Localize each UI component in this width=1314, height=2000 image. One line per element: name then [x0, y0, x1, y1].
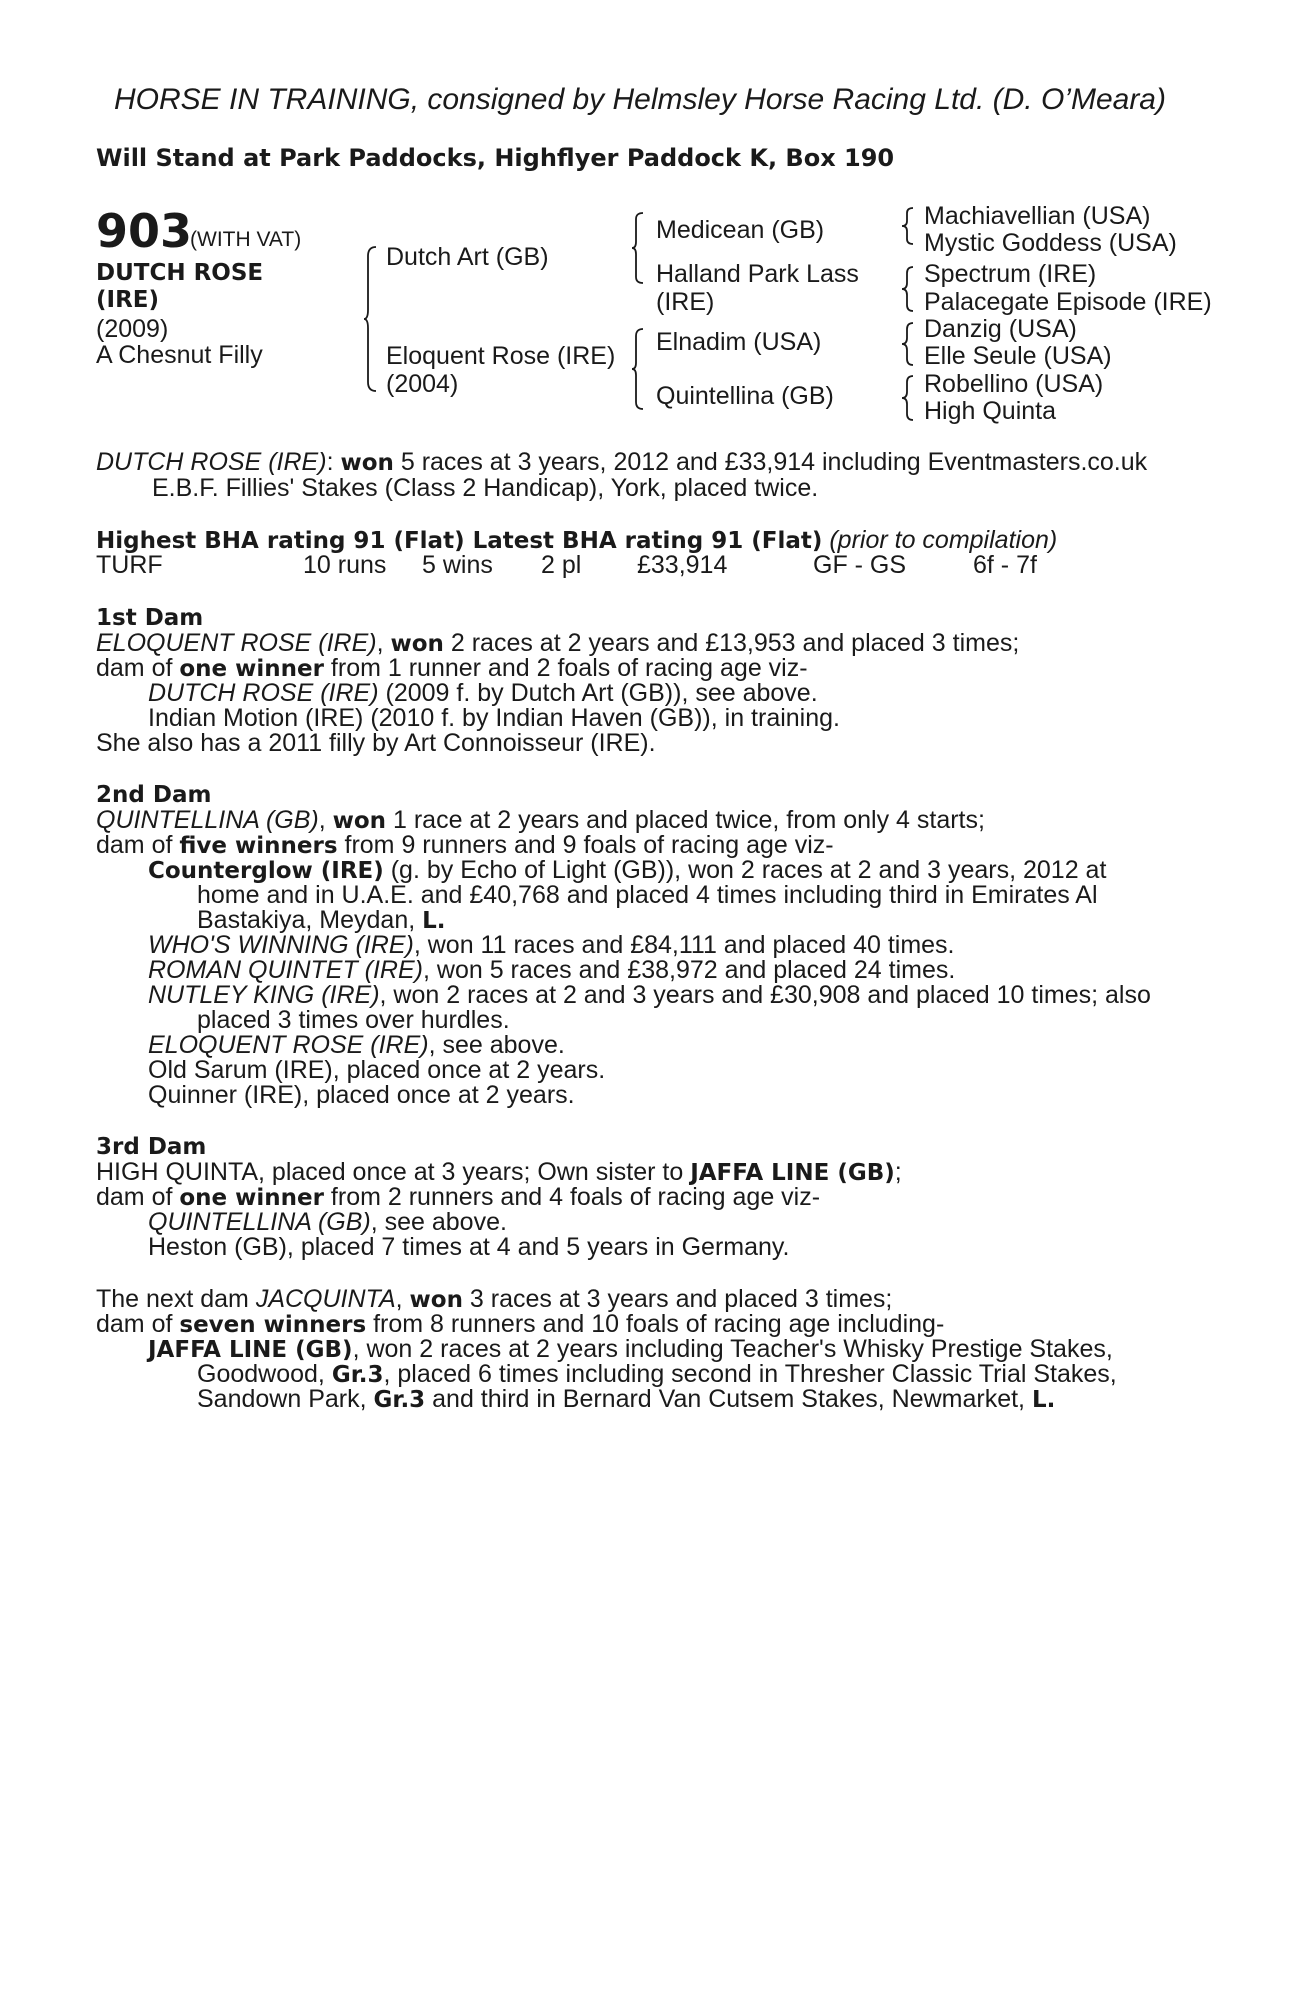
- page-header: HORSE IN TRAINING, consigned by Helmsley Horse Racing Ltd. (D. O’Meara): [114, 83, 1166, 116]
- jaffa-line-group-1: Gr.3: [331, 1362, 384, 1388]
- jaffa-line-3: [197, 1387, 1055, 1413]
- horse-description: A Chesnut Filly: [96, 341, 263, 369]
- first-dam-heading: 1st Dam: [96, 605, 204, 631]
- nutley-king-text-1: , won 2 races at 2 and 3 years and £30,908 and placed 10 times; also: [379, 981, 1151, 1009]
- counterglow-text-2: home and in U.A.E. and £40,768 and placed 4 times including third in Emirates Al: [197, 881, 1098, 909]
- nutley-king-line-2: placed 3 times over hurdles.: [197, 1006, 510, 1034]
- next-dam-dam-of: dam of: [96, 1310, 180, 1338]
- pedigree-sire-sire: Medicean (GB): [656, 216, 825, 244]
- summary-text: 5 races at 3 years, 2012 and £33,914 including Eventmasters.co.uk: [393, 448, 1148, 476]
- first-dam-produce-1: [148, 681, 818, 706]
- pedigree-dam-sire: Elnadim (USA): [656, 328, 822, 356]
- jaffa-line-listed: L.: [1031, 1387, 1056, 1413]
- pedigree-brace-dd: [902, 375, 916, 421]
- jaffa-line-text-2a: Goodwood,: [197, 1360, 332, 1388]
- record-earnings: £33,914: [637, 551, 728, 579]
- third-dam-heading: 3rd Dam: [96, 1134, 207, 1160]
- third-dam-dam-of: dam of: [96, 1183, 180, 1211]
- summary-colon: :: [326, 448, 341, 476]
- second-dam-won: won: [332, 808, 387, 834]
- pedigree-dam-dam: Quintellina (GB): [656, 382, 834, 410]
- old-sarum-line: Old Sarum (IRE), placed once at 2 years.: [148, 1056, 606, 1084]
- next-dam-name: JACQUINTA: [255, 1285, 396, 1313]
- vat-note: (WITH VAT): [190, 228, 302, 251]
- pedigree-brace-sd: [902, 266, 916, 312]
- second-dam-name: QUINTELLINA (GB): [96, 806, 319, 834]
- first-dam-dam-of: dam of: [96, 654, 180, 682]
- second-dam-runners: from 9 runners and 9 foals of racing age viz-: [337, 831, 834, 859]
- pedigree-sire-dam-suffix: (IRE): [656, 288, 715, 316]
- record-going: GF - GS: [813, 551, 907, 579]
- eloquent-rose-line: [148, 1033, 565, 1058]
- summary-line-1: [96, 450, 1147, 476]
- next-dam-winners: seven winners: [179, 1312, 367, 1338]
- next-dam-sep: ,: [395, 1285, 410, 1313]
- record-distance: 6f - 7f: [973, 551, 1037, 579]
- jaffa-line-text-3a: Sandown Park,: [197, 1385, 374, 1413]
- third-dam-semicolon: ;: [894, 1158, 902, 1186]
- first-dam-produce-1-name: DUTCH ROSE (IRE): [148, 679, 379, 707]
- roman-quintet-line: [148, 958, 955, 983]
- quinner-line: Quinner (IRE), placed once at 2 years.: [148, 1081, 575, 1109]
- pedigree-sss: Machiavellian (USA): [924, 202, 1151, 230]
- pedigree-brace-ss: [902, 207, 916, 245]
- next-dam-pre: The next dam: [96, 1285, 256, 1313]
- record-runs: 10 runs: [303, 551, 387, 579]
- first-dam-produce-1-text: (2009 f. by Dutch Art (GB)), see above.: [378, 679, 818, 707]
- pedigree-brace-generation-1: [364, 246, 380, 392]
- second-dam-text: 1 race at 2 years and placed twice, from only 4 starts;: [386, 806, 985, 834]
- jaffa-line-name: JAFFA LINE (GB): [148, 1337, 353, 1363]
- whos-winning-name: WHO'S WINNING (IRE): [148, 931, 414, 959]
- counterglow-text-1: (g. by Echo of Light (GB)), won 2 races at 2 and 3 years, 2012 at: [383, 856, 1107, 884]
- rating-highest: Highest BHA rating 91 (Flat) Latest BHA rating 91 (Flat): [96, 528, 823, 554]
- pedigree-sdd: Palacegate Episode (IRE): [924, 288, 1212, 316]
- first-dam-name: ELOQUENT ROSE (IRE): [96, 629, 377, 657]
- third-dam-produce-1-text: , see above.: [370, 1208, 507, 1236]
- horse-year: (2009): [96, 315, 169, 343]
- record-wins: 5 wins: [422, 551, 493, 579]
- summary-line-2: E.B.F. Fillies' Stakes (Class 2 Handicap), York, placed twice.: [152, 474, 819, 502]
- second-dam-winners: five winners: [179, 833, 338, 859]
- pedigree-brace-sire: [632, 212, 646, 284]
- jaffa-line-text-3b: and third in Bernard Van Cutsem Stakes, Newmarket,: [425, 1385, 1032, 1413]
- whos-winning-text: , won 11 races and £84,111 and placed 40 times.: [413, 931, 955, 959]
- third-dam-sister: JAFFA LINE (GB): [690, 1160, 895, 1186]
- next-dam-runners: from 8 runners and 10 foals of racing age including-: [366, 1310, 945, 1338]
- next-dam-text: 3 races at 3 years and placed 3 times;: [462, 1285, 893, 1313]
- pedigree-sds: Spectrum (IRE): [924, 260, 1097, 288]
- jaffa-line-text-2b: , placed 6 times including second in Thresher Classic Trial Stakes,: [383, 1360, 1117, 1388]
- record-placed: 2 pl: [541, 551, 582, 579]
- pedigree-dss: Danzig (USA): [924, 315, 1077, 343]
- third-dam-winners: one winner: [179, 1185, 324, 1211]
- first-dam-also: She also has a 2011 filly by Art Connoisseur (IRE).: [96, 729, 656, 757]
- horse-name-suffix: (IRE): [96, 287, 160, 313]
- roman-quintet-text: , won 5 races and £38,972 and placed 24 times.: [423, 956, 956, 984]
- horse-name: DUTCH ROSE: [96, 260, 264, 286]
- lot-number: 903: [96, 204, 193, 258]
- second-dam-heading: 2nd Dam: [96, 782, 212, 808]
- counterglow-listed: L.: [422, 908, 446, 934]
- pedigree-dds: Robellino (USA): [924, 370, 1104, 398]
- first-dam-produce-2: Indian Motion (IRE) (2010 f. by Indian Haven (GB)), in training.: [148, 704, 840, 732]
- pedigree-ddd: High Quinta: [924, 397, 1057, 425]
- first-dam-text: 2 races at 2 years and £13,953 and placed 3 times;: [443, 629, 1020, 657]
- first-dam-runners: from 1 runner and 2 foals of racing age viz-: [323, 654, 808, 682]
- counterglow-text-3: Bastakiya, Meydan,: [197, 906, 423, 934]
- summary-horse-name: DUTCH ROSE (IRE): [96, 448, 327, 476]
- second-dam-sep: ,: [318, 806, 333, 834]
- pedigree-brace-dam: [632, 328, 646, 410]
- counterglow-line-2: [197, 883, 1202, 908]
- third-dam-text: HIGH QUINTA, placed once at 3 years; Own sister to: [96, 1158, 691, 1186]
- jaffa-line-group-2: Gr.3: [373, 1387, 426, 1413]
- rating-note: (prior to compilation): [829, 526, 1058, 554]
- stand-location: Will Stand at Park Paddocks, Highflyer Paddock K, Box 190: [96, 144, 895, 172]
- second-dam-dam-of: dam of: [96, 831, 180, 859]
- pedigree-brace-ds: [902, 322, 916, 366]
- summary-won: won: [340, 450, 394, 476]
- pedigree-ssd: Mystic Goddess (USA): [924, 229, 1177, 257]
- pedigree-dam-year: (2004): [386, 370, 459, 398]
- third-dam-produce-1: [148, 1210, 507, 1235]
- first-dam-won: won: [390, 631, 444, 657]
- whos-winning-line: [148, 933, 955, 958]
- pedigree-dsd: Elle Seule (USA): [924, 342, 1112, 370]
- eloquent-rose-name: ELOQUENT ROSE (IRE): [148, 1031, 429, 1059]
- roman-quintet-name: ROMAN QUINTET (IRE): [148, 956, 423, 984]
- next-dam-won: won: [409, 1287, 463, 1313]
- nutley-king-line-1: [148, 983, 1151, 1008]
- third-dam-produce-2: Heston (GB), placed 7 times at 4 and 5 years in Germany.: [148, 1233, 790, 1261]
- nutley-king-name: NUTLEY KING (IRE): [148, 981, 380, 1009]
- jaffa-line-text-1: , won 2 races at 2 years including Teacher's Whisky Prestige Stakes,: [352, 1335, 1113, 1363]
- pedigree-sire-dam: Halland Park Lass: [656, 260, 859, 288]
- third-dam-produce-1-name: QUINTELLINA (GB): [148, 1208, 371, 1236]
- pedigree-sire: Dutch Art (GB): [386, 243, 549, 271]
- first-dam-winners: one winner: [179, 656, 324, 682]
- pedigree-dam: Eloquent Rose (IRE): [386, 342, 616, 370]
- third-dam-runners: from 2 runners and 4 foals of racing age viz-: [323, 1183, 821, 1211]
- record-surface: TURF: [96, 551, 163, 579]
- counterglow-name: Counterglow (IRE): [148, 858, 384, 884]
- eloquent-rose-text: , see above.: [428, 1031, 565, 1059]
- first-dam-sep: ,: [376, 629, 391, 657]
